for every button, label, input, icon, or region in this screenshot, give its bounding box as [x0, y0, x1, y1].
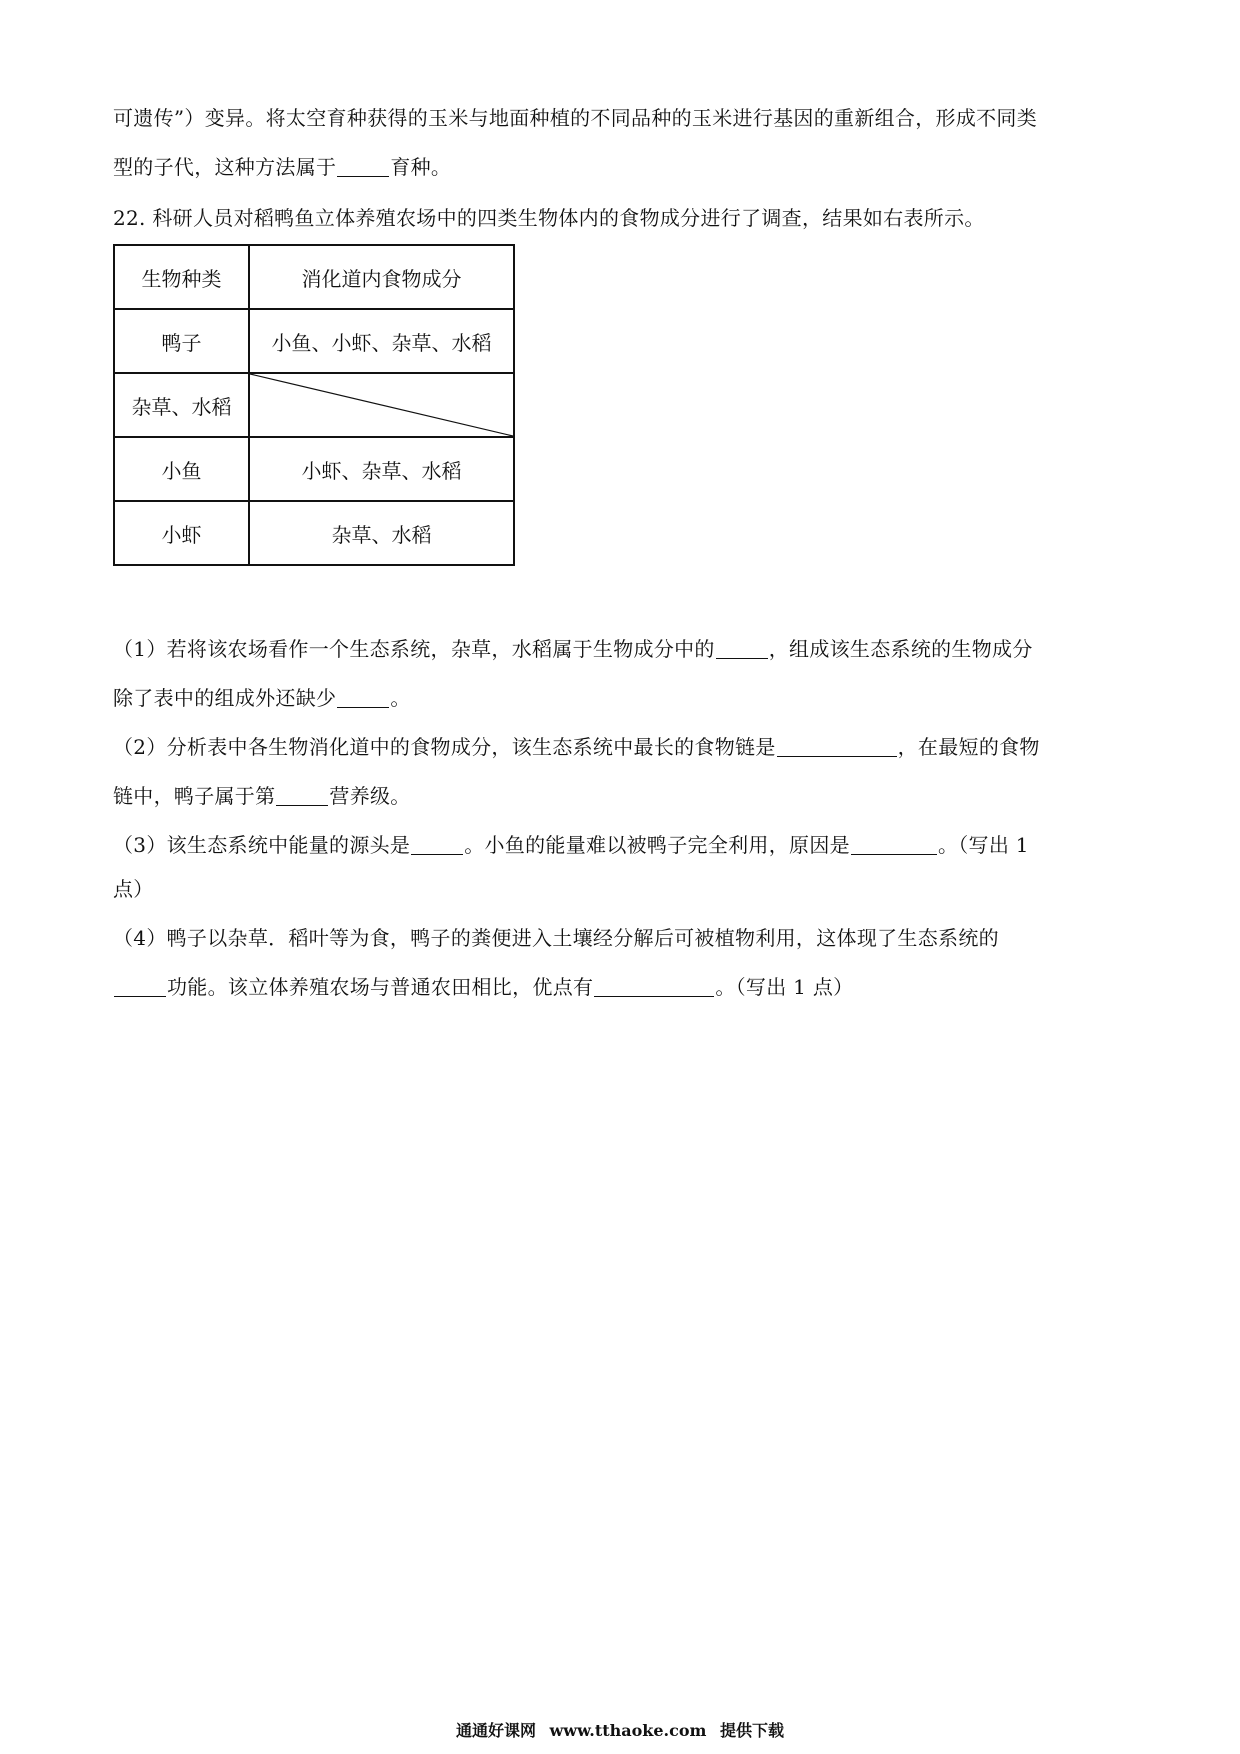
sub-question-4-line-2: [113, 972, 853, 1002]
sub-question-2-line-2: [113, 781, 411, 811]
page-footer: [0, 1720, 1240, 1742]
sub-question-2-text-a: （2）分析表中各生物消化道中的食物成分，该生态系统中最长的食物链是: [113, 735, 776, 759]
footer-site-name: 通通好课网: [455, 1721, 536, 1740]
prev-question-line-1: [113, 103, 1037, 133]
table-cell-empty-diagonal: [249, 373, 514, 437]
diagonal-line: [250, 374, 513, 436]
sub-question-4-text-b: 功能。该立体养殖农场与普通农田相比，优点有: [167, 975, 594, 999]
table-cell-organism: 小鱼: [114, 437, 249, 501]
table-header-row: [114, 245, 514, 309]
sub-question-1-line-2: [113, 683, 411, 713]
table-row: [114, 309, 514, 373]
table-cell-food: 杂草、水稻: [249, 501, 514, 565]
table-row: [114, 501, 514, 565]
answer-blank[interactable]: [114, 976, 166, 997]
table-row: [114, 437, 514, 501]
table-cell-organism: 小虾: [114, 501, 249, 565]
prev-question-line-2: [113, 152, 451, 182]
question-22-stem-text: 22. 科研人员对稻鸭鱼立体养殖农场中的四类生物体内的食物成分进行了调查，结果如右表所示。: [113, 206, 985, 230]
sub-question-3-line-2: [113, 874, 154, 904]
table-cell-organism: 鸭子: [114, 309, 249, 373]
prev-question-text-2b: 育种。: [390, 155, 452, 179]
sub-question-3-text-b: 。小鱼的能量难以被鸭子完全利用，原因是: [464, 833, 850, 857]
answer-blank[interactable]: [276, 785, 328, 806]
answer-blank[interactable]: [337, 156, 389, 177]
table-cell-food: 小鱼、小虾、杂草、水稻: [249, 309, 514, 373]
answer-blank[interactable]: [716, 638, 768, 659]
sub-question-2-text-b: ，在最短的食物: [897, 735, 1040, 759]
sub-question-3-text-c: 。（写出 1: [937, 833, 1029, 857]
sub-question-1-text-a: （1）若将该农场看作一个生态系统，杂草，水稻属于生物成分中的: [113, 637, 715, 661]
table-row: [114, 373, 514, 437]
footer-url[interactable]: www.tthaoke.com: [549, 1721, 707, 1740]
sub-question-4-text-a: （4）鸭子以杂草．稻叶等为食，鸭子的粪便进入土壤经分解后可被植物利用，这体现了生态系统的: [113, 926, 999, 950]
table-cell-organism: 杂草、水稻: [114, 373, 249, 437]
sub-question-4-line-1: [113, 923, 999, 953]
sub-question-4-text-c: 。（写出 1 点）: [715, 975, 854, 999]
prev-question-text-2a: 型的子代，这种方法属于: [113, 155, 337, 179]
table-header-cell: 消化道内食物成分: [249, 245, 514, 309]
question-22-stem: [113, 203, 985, 233]
sub-question-3-text-a: （3）该生态系统中能量的源头是: [113, 833, 411, 857]
answer-blank[interactable]: [594, 976, 714, 997]
prev-question-text-1: 可遗传”）变异。将太空育种获得的玉米与地面种植的不同品种的玉米进行基因的重新组合，形成不同类: [113, 106, 1038, 130]
food-composition-table: [113, 244, 515, 566]
sub-question-3-text-d: 点）: [113, 877, 154, 901]
sub-question-3-line-1: [113, 830, 1029, 860]
footer-suffix: 提供下载: [720, 1721, 785, 1740]
sub-question-2-text-d: 营养级。: [329, 784, 411, 808]
sub-question-1-text-c: 除了表中的组成外还缺少: [113, 686, 337, 710]
answer-blank[interactable]: [777, 736, 897, 757]
answer-blank[interactable]: [411, 834, 463, 855]
answer-blank[interactable]: [337, 687, 389, 708]
sub-question-1-text-d: 。: [390, 686, 411, 710]
answer-blank[interactable]: [851, 834, 937, 855]
table-header-cell: 生物种类: [114, 245, 249, 309]
table-cell-food: 小虾、杂草、水稻: [249, 437, 514, 501]
sub-question-1-text-b: ，组成该生态系统的生物成分: [768, 637, 1033, 661]
sub-question-2-line-1: [113, 732, 1040, 762]
sub-question-2-text-c: 链中，鸭子属于第: [113, 784, 276, 808]
sub-question-1-line-1: [113, 634, 1033, 664]
